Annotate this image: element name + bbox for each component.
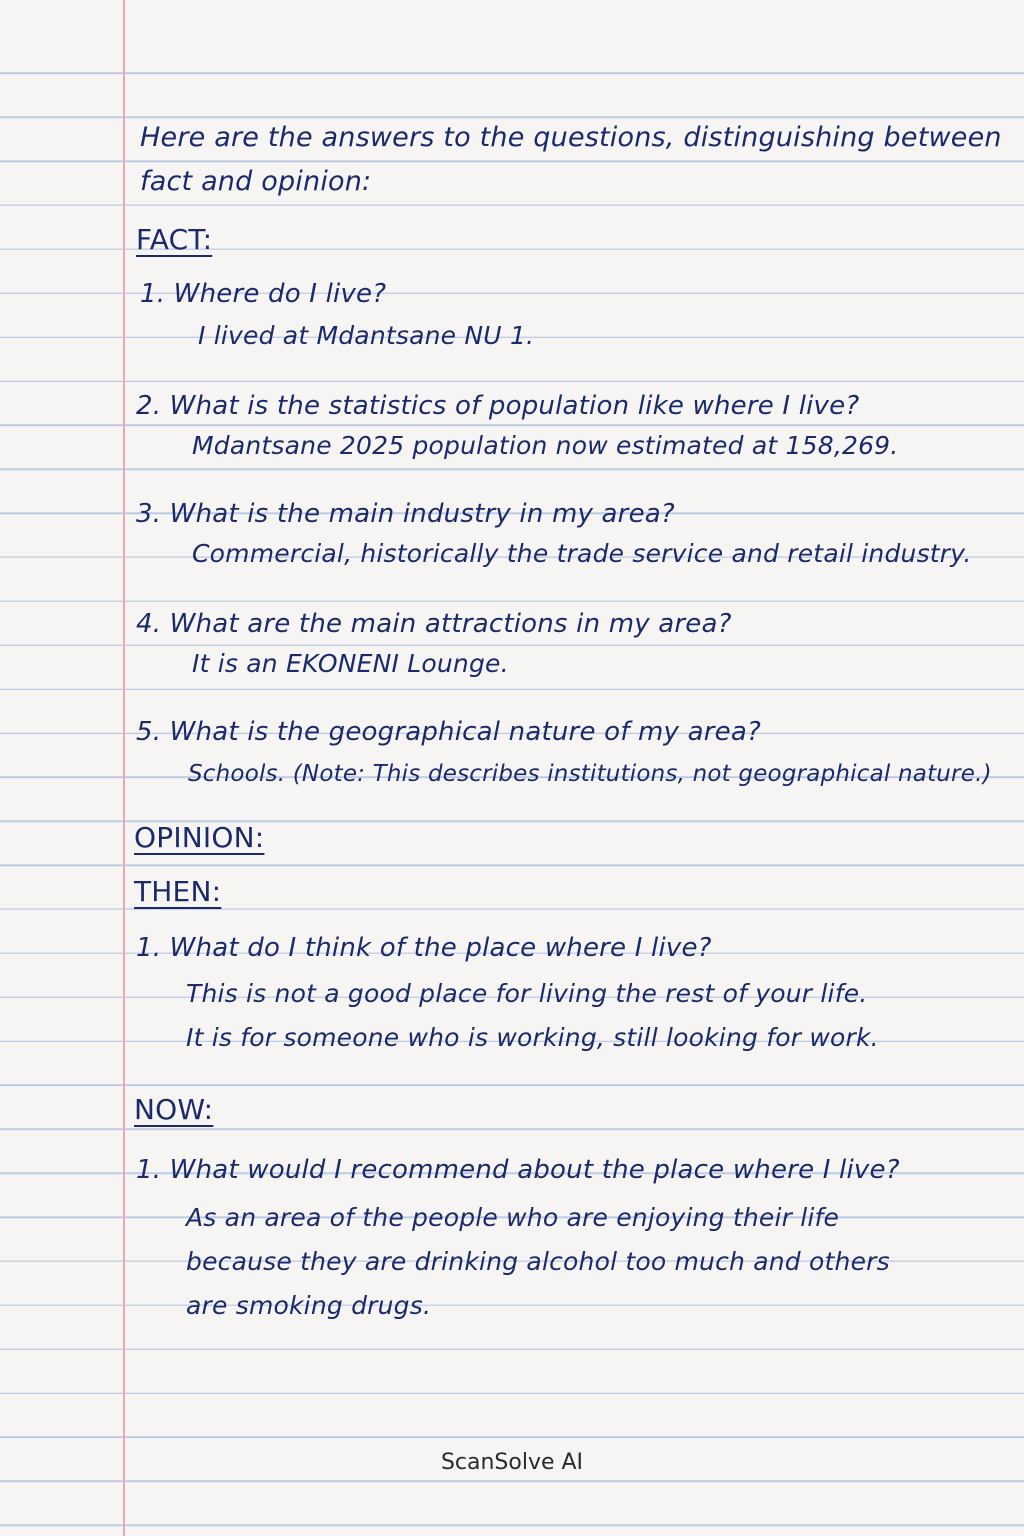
then-answer-line-2: It is for someone who is working, still looking for work. (186, 1023, 879, 1052)
fact-answer-5: Schools. (Note: This describes institutions, not geographical nature.) (188, 761, 992, 787)
now-answer-line-2: because they are drinking alcohol too much and others (186, 1247, 890, 1276)
fact-question-5: 5. What is the geographical nature of my area? (136, 717, 761, 747)
intro-line-2: fact and opinion: (140, 166, 372, 197)
intro-line-1: Here are the answers to the questions, distinguishing between (140, 122, 1002, 153)
fact-answer-4: It is an EKONENI Lounge. (192, 649, 509, 678)
fact-answer-3: Commercial, historically the trade service and retail industry. (192, 539, 972, 568)
fact-answer-1: I lived at Mdantsane NU 1. (198, 321, 535, 350)
margin-line (123, 0, 125, 1536)
now-question: 1. What would I recommend about the place where I live? (136, 1155, 900, 1185)
fact-question-3: 3. What is the main industry in my area? (136, 499, 675, 529)
then-answer-line-1: This is not a good place for living the rest of your life. (186, 979, 868, 1008)
now-answer-line-1: As an area of the people who are enjoying their life (186, 1203, 840, 1232)
fact-question-1: 1. Where do I live? (140, 279, 387, 309)
scansolve-watermark: ScanSolve AI (440, 1450, 584, 1475)
fact-answer-2: Mdantsane 2025 population now estimated at 158,269. (192, 431, 899, 460)
fact-question-4: 4. What are the main attractions in my area? (136, 609, 732, 639)
opinion-heading: OPINION: (134, 821, 265, 854)
fact-heading: FACT: (136, 223, 213, 256)
then-heading: THEN: (134, 875, 222, 908)
fact-question-2: 2. What is the statistics of population like where I live? (136, 391, 860, 421)
then-question: 1. What do I think of the place where I live? (136, 933, 712, 963)
now-heading: NOW: (134, 1093, 214, 1126)
now-answer-line-3: are smoking drugs. (186, 1291, 432, 1320)
